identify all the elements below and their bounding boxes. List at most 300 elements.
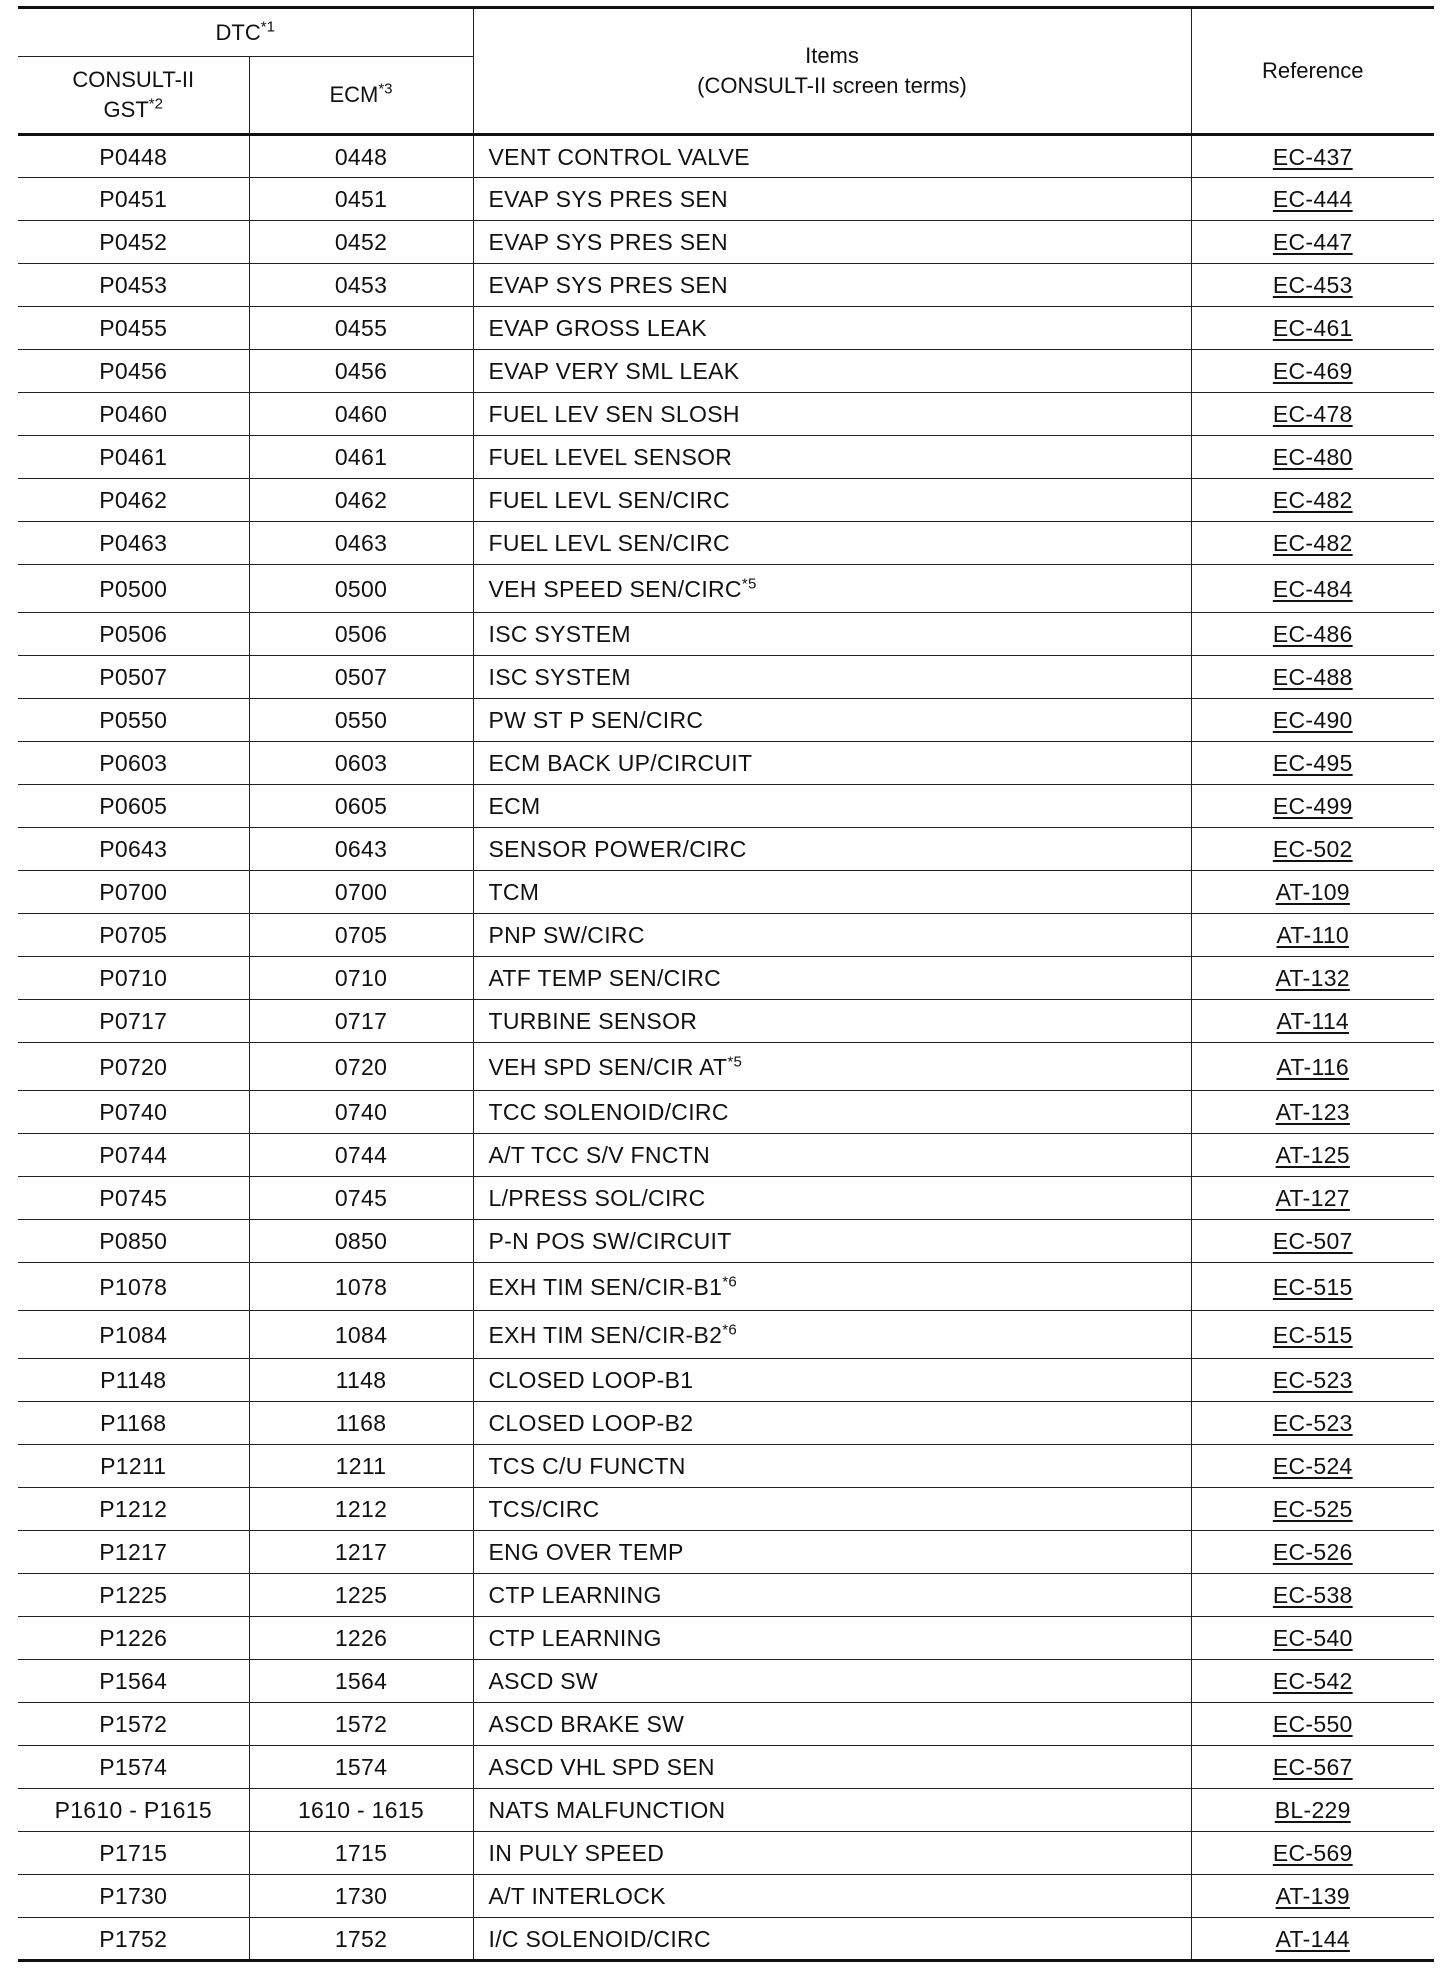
reference-link[interactable]: EC-478 bbox=[1272, 401, 1353, 427]
consult-dtc-cell: P0744 bbox=[18, 1134, 249, 1177]
item-cell bbox=[473, 785, 1191, 828]
table-row bbox=[18, 307, 1434, 350]
ecm-dtc-cell: 0717 bbox=[249, 1000, 473, 1043]
reference-link[interactable]: AT-123 bbox=[1275, 1099, 1350, 1125]
consult-dtc-cell: P0453 bbox=[18, 264, 249, 307]
table-row bbox=[18, 1617, 1434, 1660]
item-text: CTP LEARNING bbox=[488, 1625, 662, 1651]
reference-cell bbox=[1191, 522, 1434, 565]
item-cell bbox=[473, 1660, 1191, 1703]
reference-cell bbox=[1191, 1832, 1434, 1875]
table-row bbox=[18, 1832, 1434, 1875]
reference-link[interactable]: EC-444 bbox=[1272, 186, 1353, 212]
reference-cell bbox=[1191, 871, 1434, 914]
ecm-dtc-cell: 1217 bbox=[249, 1531, 473, 1574]
table-row bbox=[18, 957, 1434, 1000]
item-text: ECM BACK UP/CIRCUIT bbox=[488, 750, 753, 776]
item-text: PW ST P SEN/CIRC bbox=[488, 707, 704, 733]
reference-cell bbox=[1191, 785, 1434, 828]
item-cell bbox=[473, 1311, 1191, 1359]
item-cell bbox=[473, 1789, 1191, 1832]
consult-dtc-cell: P1752 bbox=[18, 1918, 249, 1961]
reference-cell bbox=[1191, 1402, 1434, 1445]
ecm-dtc-cell: 1610 - 1615 bbox=[249, 1789, 473, 1832]
reference-cell bbox=[1191, 1488, 1434, 1531]
reference-cell bbox=[1191, 350, 1434, 393]
reference-link[interactable]: AT-139 bbox=[1275, 1883, 1350, 1909]
reference-cell bbox=[1191, 613, 1434, 656]
item-cell bbox=[473, 1746, 1191, 1789]
consult-dtc-cell: P1084 bbox=[18, 1311, 249, 1359]
reference-link[interactable]: EC-523 bbox=[1272, 1367, 1353, 1393]
item-text: FUEL LEVL SEN/CIRC bbox=[488, 530, 730, 556]
item-footnote-mark: *6 bbox=[722, 1320, 738, 1338]
item-cell bbox=[473, 135, 1191, 178]
reference-header: Reference bbox=[1191, 8, 1434, 135]
consult-dtc-cell: P0460 bbox=[18, 393, 249, 436]
reference-link[interactable]: AT-144 bbox=[1275, 1925, 1350, 1952]
consult-dtc-cell: P0605 bbox=[18, 785, 249, 828]
item-text: CTP LEARNING bbox=[488, 1582, 662, 1608]
item-text: VEH SPEED SEN/CIRC bbox=[488, 575, 742, 602]
consult-dtc-cell: P1211 bbox=[18, 1445, 249, 1488]
consult-dtc-cell: P0603 bbox=[18, 742, 249, 785]
ecm-dtc-cell: 1211 bbox=[249, 1445, 473, 1488]
reference-link[interactable]: EC-540 bbox=[1272, 1625, 1353, 1651]
reference-link[interactable]: EC-437 bbox=[1272, 143, 1353, 170]
reference-link[interactable]: AT-132 bbox=[1275, 965, 1350, 991]
item-cell bbox=[473, 1875, 1191, 1918]
table-row bbox=[18, 1359, 1434, 1402]
item-footnote-mark: *5 bbox=[741, 574, 757, 592]
consult-dtc-cell: P1226 bbox=[18, 1617, 249, 1660]
consult-dtc-cell: P1564 bbox=[18, 1660, 249, 1703]
reference-cell bbox=[1191, 264, 1434, 307]
item-cell bbox=[473, 957, 1191, 1000]
reference-link[interactable]: EC-502 bbox=[1272, 836, 1353, 862]
reference-link[interactable]: EC-484 bbox=[1272, 575, 1353, 602]
table-row bbox=[18, 1263, 1434, 1311]
item-cell bbox=[473, 264, 1191, 307]
item-text: SENSOR POWER/CIRC bbox=[488, 836, 747, 862]
reference-cell bbox=[1191, 1918, 1434, 1961]
consult-dtc-cell: P0705 bbox=[18, 914, 249, 957]
consult-header bbox=[18, 57, 249, 135]
ecm-dtc-cell: 1564 bbox=[249, 1660, 473, 1703]
reference-link[interactable]: EC-526 bbox=[1272, 1539, 1353, 1565]
reference-cell bbox=[1191, 1703, 1434, 1746]
consult-dtc-cell: P0745 bbox=[18, 1177, 249, 1220]
ecm-dtc-cell: 0456 bbox=[249, 350, 473, 393]
item-cell bbox=[473, 1043, 1191, 1091]
reference-link[interactable]: EC-453 bbox=[1272, 272, 1353, 298]
item-cell bbox=[473, 1177, 1191, 1220]
dtc-table bbox=[18, 6, 1434, 1962]
item-text: EVAP GROSS LEAK bbox=[488, 315, 707, 341]
item-text: NATS MALFUNCTION bbox=[488, 1797, 726, 1823]
item-text: EXH TIM SEN/CIR-B1 bbox=[488, 1273, 723, 1300]
table-row bbox=[18, 1488, 1434, 1531]
ecm-dtc-cell: 1078 bbox=[249, 1263, 473, 1311]
table-row bbox=[18, 656, 1434, 699]
item-text: TURBINE SENSOR bbox=[488, 1008, 698, 1034]
item-text: TCS/CIRC bbox=[488, 1496, 600, 1522]
ecm-dtc-cell: 0745 bbox=[249, 1177, 473, 1220]
reference-link[interactable]: EC-482 bbox=[1272, 487, 1353, 513]
reference-link[interactable]: EC-499 bbox=[1272, 793, 1353, 819]
ecm-dtc-cell: 0460 bbox=[249, 393, 473, 436]
table-row bbox=[18, 221, 1434, 264]
reference-cell bbox=[1191, 1220, 1434, 1263]
table-row bbox=[18, 871, 1434, 914]
table-row bbox=[18, 178, 1434, 221]
item-cell bbox=[473, 1091, 1191, 1134]
ecm-dtc-cell: 1752 bbox=[249, 1918, 473, 1961]
ecm-dtc-cell: 0461 bbox=[249, 436, 473, 479]
table-body bbox=[18, 135, 1434, 1961]
ecm-dtc-cell: 1225 bbox=[249, 1574, 473, 1617]
table-row bbox=[18, 1746, 1434, 1789]
consult-dtc-cell: P0448 bbox=[18, 135, 249, 178]
item-text: ECM bbox=[488, 793, 541, 819]
reference-cell bbox=[1191, 656, 1434, 699]
table-row bbox=[18, 1660, 1434, 1703]
reference-link[interactable]: EC-542 bbox=[1272, 1668, 1353, 1694]
consult-dtc-cell: P1078 bbox=[18, 1263, 249, 1311]
table-row bbox=[18, 1789, 1434, 1832]
ecm-dtc-cell: 1148 bbox=[249, 1359, 473, 1402]
table-row bbox=[18, 350, 1434, 393]
item-cell bbox=[473, 1000, 1191, 1043]
reference-cell bbox=[1191, 1263, 1434, 1311]
ecm-dtc-cell: 0720 bbox=[249, 1043, 473, 1091]
ecm-dtc-cell: 0643 bbox=[249, 828, 473, 871]
reference-cell bbox=[1191, 1660, 1434, 1703]
item-cell bbox=[473, 613, 1191, 656]
table-row bbox=[18, 742, 1434, 785]
item-text: ISC SYSTEM bbox=[488, 621, 631, 647]
item-text: ASCD SW bbox=[488, 1668, 598, 1694]
item-text: EVAP SYS PRES SEN bbox=[488, 229, 728, 255]
reference-link[interactable]: AT-110 bbox=[1276, 922, 1350, 948]
ecm-dtc-cell: 0710 bbox=[249, 957, 473, 1000]
table-row bbox=[18, 1091, 1434, 1134]
reference-link[interactable]: EC-482 bbox=[1272, 530, 1353, 556]
reference-cell bbox=[1191, 221, 1434, 264]
item-text: A/T INTERLOCK bbox=[488, 1883, 666, 1909]
reference-link[interactable]: EC-567 bbox=[1272, 1754, 1353, 1780]
item-text: P-N POS SW/CIRCUIT bbox=[488, 1228, 732, 1254]
ecm-dtc-cell: 1572 bbox=[249, 1703, 473, 1746]
item-cell bbox=[473, 307, 1191, 350]
reference-cell bbox=[1191, 828, 1434, 871]
item-cell bbox=[473, 1617, 1191, 1660]
item-cell bbox=[473, 656, 1191, 699]
table-row bbox=[18, 914, 1434, 957]
reference-cell bbox=[1191, 1091, 1434, 1134]
consult-dtc-cell: P0461 bbox=[18, 436, 249, 479]
reference-cell bbox=[1191, 1043, 1434, 1091]
table-row bbox=[18, 1574, 1434, 1617]
item-cell bbox=[473, 1531, 1191, 1574]
ecm-dtc-cell: 1226 bbox=[249, 1617, 473, 1660]
item-cell bbox=[473, 1574, 1191, 1617]
reference-cell bbox=[1191, 957, 1434, 1000]
item-text: FUEL LEVEL SENSOR bbox=[488, 444, 733, 470]
consult-dtc-cell: P0506 bbox=[18, 613, 249, 656]
reference-link[interactable]: EC-488 bbox=[1272, 664, 1353, 690]
item-text: L/PRESS SOL/CIRC bbox=[488, 1185, 706, 1211]
ecm-dtc-cell: 1574 bbox=[249, 1746, 473, 1789]
ecm-dtc-cell: 1715 bbox=[249, 1832, 473, 1875]
item-text: EXH TIM SEN/CIR-B2 bbox=[488, 1321, 723, 1348]
table-row bbox=[18, 785, 1434, 828]
table-header bbox=[18, 8, 1434, 135]
items-header-line1: Items bbox=[805, 43, 859, 68]
reference-link[interactable]: AT-109 bbox=[1275, 879, 1350, 905]
item-cell bbox=[473, 479, 1191, 522]
consult-dtc-cell: P0451 bbox=[18, 178, 249, 221]
reference-link[interactable]: EC-569 bbox=[1272, 1840, 1353, 1866]
reference-link[interactable]: AT-114 bbox=[1276, 1008, 1350, 1034]
ecm-dtc-cell: 0452 bbox=[249, 221, 473, 264]
reference-link[interactable]: EC-447 bbox=[1272, 229, 1353, 255]
reference-cell bbox=[1191, 699, 1434, 742]
item-text: TCS C/U FUNCTN bbox=[488, 1453, 686, 1479]
ecm-dtc-cell: 0850 bbox=[249, 1220, 473, 1263]
ecm-dtc-cell: 0455 bbox=[249, 307, 473, 350]
ecm-dtc-cell: 1212 bbox=[249, 1488, 473, 1531]
reference-link[interactable]: AT-125 bbox=[1275, 1142, 1350, 1168]
table-row bbox=[18, 1043, 1434, 1091]
consult-dtc-cell: P0740 bbox=[18, 1091, 249, 1134]
reference-link[interactable]: AT-127 bbox=[1275, 1185, 1350, 1211]
reference-cell bbox=[1191, 307, 1434, 350]
item-cell bbox=[473, 1263, 1191, 1311]
reference-cell bbox=[1191, 479, 1434, 522]
item-cell bbox=[473, 522, 1191, 565]
ecm-footnote-mark: *3 bbox=[378, 80, 393, 98]
item-text: CLOSED LOOP-B1 bbox=[488, 1367, 694, 1393]
ecm-dtc-cell: 0506 bbox=[249, 613, 473, 656]
item-text: ISC SYSTEM bbox=[488, 664, 631, 690]
reference-link[interactable]: EC-490 bbox=[1272, 707, 1353, 733]
reference-cell bbox=[1191, 135, 1434, 178]
reference-cell bbox=[1191, 1445, 1434, 1488]
item-footnote-mark: *5 bbox=[727, 1052, 743, 1070]
item-text: A/T TCC S/V FNCTN bbox=[488, 1142, 710, 1168]
consult-dtc-cell: P0463 bbox=[18, 522, 249, 565]
reference-cell bbox=[1191, 1177, 1434, 1220]
item-text: VEH SPD SEN/CIR AT bbox=[488, 1053, 728, 1080]
reference-link[interactable]: BL-229 bbox=[1274, 1797, 1351, 1823]
item-cell bbox=[473, 1134, 1191, 1177]
item-text: FUEL LEV SEN SLOSH bbox=[488, 401, 740, 427]
item-text: ENG OVER TEMP bbox=[488, 1539, 684, 1565]
table-row bbox=[18, 522, 1434, 565]
item-cell bbox=[473, 828, 1191, 871]
consult-dtc-cell: P1715 bbox=[18, 1832, 249, 1875]
ecm-dtc-cell: 1084 bbox=[249, 1311, 473, 1359]
reference-cell bbox=[1191, 565, 1434, 613]
item-cell bbox=[473, 914, 1191, 957]
ecm-dtc-cell: 1168 bbox=[249, 1402, 473, 1445]
reference-cell bbox=[1191, 1746, 1434, 1789]
reference-cell bbox=[1191, 1617, 1434, 1660]
consult-header-line1: CONSULT-II bbox=[72, 67, 195, 92]
consult-dtc-cell: P0717 bbox=[18, 1000, 249, 1043]
table-row bbox=[18, 1134, 1434, 1177]
table-row bbox=[18, 565, 1434, 613]
item-text: TCM bbox=[488, 879, 540, 905]
reference-cell bbox=[1191, 436, 1434, 479]
item-text: I/C SOLENOID/CIRC bbox=[488, 1925, 711, 1952]
ecm-dtc-cell: 0705 bbox=[249, 914, 473, 957]
item-text: FUEL LEVL SEN/CIRC bbox=[488, 487, 730, 513]
reference-link[interactable]: EC-515 bbox=[1272, 1273, 1353, 1300]
item-cell bbox=[473, 1832, 1191, 1875]
reference-cell bbox=[1191, 1875, 1434, 1918]
reference-cell bbox=[1191, 1000, 1434, 1043]
items-header bbox=[473, 8, 1191, 135]
consult-dtc-cell: P0455 bbox=[18, 307, 249, 350]
reference-link[interactable]: EC-469 bbox=[1272, 358, 1353, 384]
reference-link[interactable]: EC-507 bbox=[1272, 1228, 1353, 1254]
consult-dtc-cell: P1574 bbox=[18, 1746, 249, 1789]
table-row bbox=[18, 1531, 1434, 1574]
reference-cell bbox=[1191, 178, 1434, 221]
item-text: EVAP SYS PRES SEN bbox=[488, 272, 728, 298]
table-row bbox=[18, 393, 1434, 436]
consult-dtc-cell: P0700 bbox=[18, 871, 249, 914]
consult-dtc-cell: P1212 bbox=[18, 1488, 249, 1531]
table-row bbox=[18, 1402, 1434, 1445]
consult-dtc-cell: P0500 bbox=[18, 565, 249, 613]
consult-dtc-cell: P0850 bbox=[18, 1220, 249, 1263]
consult-dtc-cell: P0507 bbox=[18, 656, 249, 699]
item-text: EVAP SYS PRES SEN bbox=[488, 186, 728, 212]
reference-link[interactable]: EC-486 bbox=[1272, 621, 1353, 647]
reference-link[interactable]: AT-116 bbox=[1276, 1053, 1350, 1080]
ecm-dtc-cell: 0463 bbox=[249, 522, 473, 565]
item-cell bbox=[473, 1359, 1191, 1402]
ecm-dtc-cell: 0462 bbox=[249, 479, 473, 522]
ecm-dtc-cell: 0700 bbox=[249, 871, 473, 914]
item-cell bbox=[473, 1488, 1191, 1531]
consult-dtc-cell: P1148 bbox=[18, 1359, 249, 1402]
reference-link[interactable]: EC-480 bbox=[1272, 444, 1353, 470]
item-text: ASCD VHL SPD SEN bbox=[488, 1754, 715, 1780]
item-text: IN PULY SPEED bbox=[488, 1840, 665, 1866]
ecm-dtc-cell: 0605 bbox=[249, 785, 473, 828]
table-row bbox=[18, 1311, 1434, 1359]
table-row bbox=[18, 1918, 1434, 1961]
consult-dtc-cell: P0720 bbox=[18, 1043, 249, 1091]
ecm-dtc-cell: 0500 bbox=[249, 565, 473, 613]
ecm-dtc-cell: 0603 bbox=[249, 742, 473, 785]
ecm-dtc-cell: 0740 bbox=[249, 1091, 473, 1134]
reference-link[interactable]: EC-495 bbox=[1272, 750, 1353, 776]
table-row bbox=[18, 1703, 1434, 1746]
item-cell bbox=[473, 178, 1191, 221]
consult-dtc-cell: P0550 bbox=[18, 699, 249, 742]
table-row bbox=[18, 479, 1434, 522]
consult-dtc-cell: P0452 bbox=[18, 221, 249, 264]
item-cell bbox=[473, 1918, 1191, 1961]
consult-dtc-cell: P0710 bbox=[18, 957, 249, 1000]
reference-cell bbox=[1191, 1311, 1434, 1359]
reference-cell bbox=[1191, 1574, 1434, 1617]
reference-link[interactable]: EC-550 bbox=[1272, 1711, 1353, 1737]
reference-cell bbox=[1191, 1531, 1434, 1574]
ecm-header: ECM$^{*3}$ bbox=[249, 57, 473, 135]
table-row bbox=[18, 1875, 1434, 1918]
consult-dtc-cell: P1225 bbox=[18, 1574, 249, 1617]
consult-footnote-mark: *2 bbox=[148, 95, 163, 113]
ecm-dtc-cell: 1730 bbox=[249, 1875, 473, 1918]
consult-dtc-cell: P1610 - P1615 bbox=[18, 1789, 249, 1832]
table-row bbox=[18, 828, 1434, 871]
item-cell bbox=[473, 1220, 1191, 1263]
reference-link[interactable]: EC-523 bbox=[1272, 1410, 1353, 1436]
table-row bbox=[18, 1445, 1434, 1488]
consult-dtc-cell: P1730 bbox=[18, 1875, 249, 1918]
item-text: ATF TEMP SEN/CIRC bbox=[488, 965, 722, 991]
consult-dtc-cell: P0462 bbox=[18, 479, 249, 522]
item-text: EVAP VERY SML LEAK bbox=[488, 358, 740, 384]
item-cell bbox=[473, 1703, 1191, 1746]
reference-cell bbox=[1191, 393, 1434, 436]
item-cell bbox=[473, 871, 1191, 914]
reference-cell bbox=[1191, 914, 1434, 957]
table-row bbox=[18, 264, 1434, 307]
item-text: PNP SW/CIRC bbox=[488, 922, 645, 948]
item-text: VENT CONTROL VALVE bbox=[488, 143, 750, 170]
ecm-dtc-cell: 0744 bbox=[249, 1134, 473, 1177]
item-cell bbox=[473, 350, 1191, 393]
table-row bbox=[18, 1220, 1434, 1263]
item-cell bbox=[473, 565, 1191, 613]
dtc-header: DTC$^{*1}$ bbox=[18, 8, 473, 57]
table-row bbox=[18, 436, 1434, 479]
item-text: TCC SOLENOID/CIRC bbox=[488, 1099, 729, 1125]
ecm-dtc-cell: 0448 bbox=[249, 135, 473, 178]
consult-dtc-cell: P1217 bbox=[18, 1531, 249, 1574]
items-header-line2: (CONSULT-II screen terms) bbox=[697, 73, 967, 98]
reference-link[interactable]: EC-538 bbox=[1272, 1582, 1353, 1608]
reference-cell bbox=[1191, 1359, 1434, 1402]
item-text: CLOSED LOOP-B2 bbox=[488, 1410, 694, 1436]
table-row bbox=[18, 1000, 1434, 1043]
consult-header-line2: GST$^{*2}$ bbox=[103, 95, 163, 122]
item-cell bbox=[473, 1402, 1191, 1445]
item-cell bbox=[473, 742, 1191, 785]
ecm-dtc-cell: 0550 bbox=[249, 699, 473, 742]
ecm-dtc-cell: 0507 bbox=[249, 656, 473, 699]
reference-link[interactable]: EC-524 bbox=[1272, 1453, 1353, 1479]
table-row bbox=[18, 135, 1434, 178]
item-footnote-mark: *6 bbox=[722, 1272, 738, 1290]
item-cell bbox=[473, 393, 1191, 436]
reference-link[interactable]: EC-461 bbox=[1272, 315, 1353, 341]
item-cell bbox=[473, 1445, 1191, 1488]
reference-link[interactable]: EC-525 bbox=[1272, 1496, 1353, 1522]
consult-dtc-cell: P0643 bbox=[18, 828, 249, 871]
reference-link[interactable]: EC-515 bbox=[1272, 1321, 1353, 1348]
table-row bbox=[18, 613, 1434, 656]
consult-dtc-cell: P1168 bbox=[18, 1402, 249, 1445]
item-cell bbox=[473, 221, 1191, 264]
